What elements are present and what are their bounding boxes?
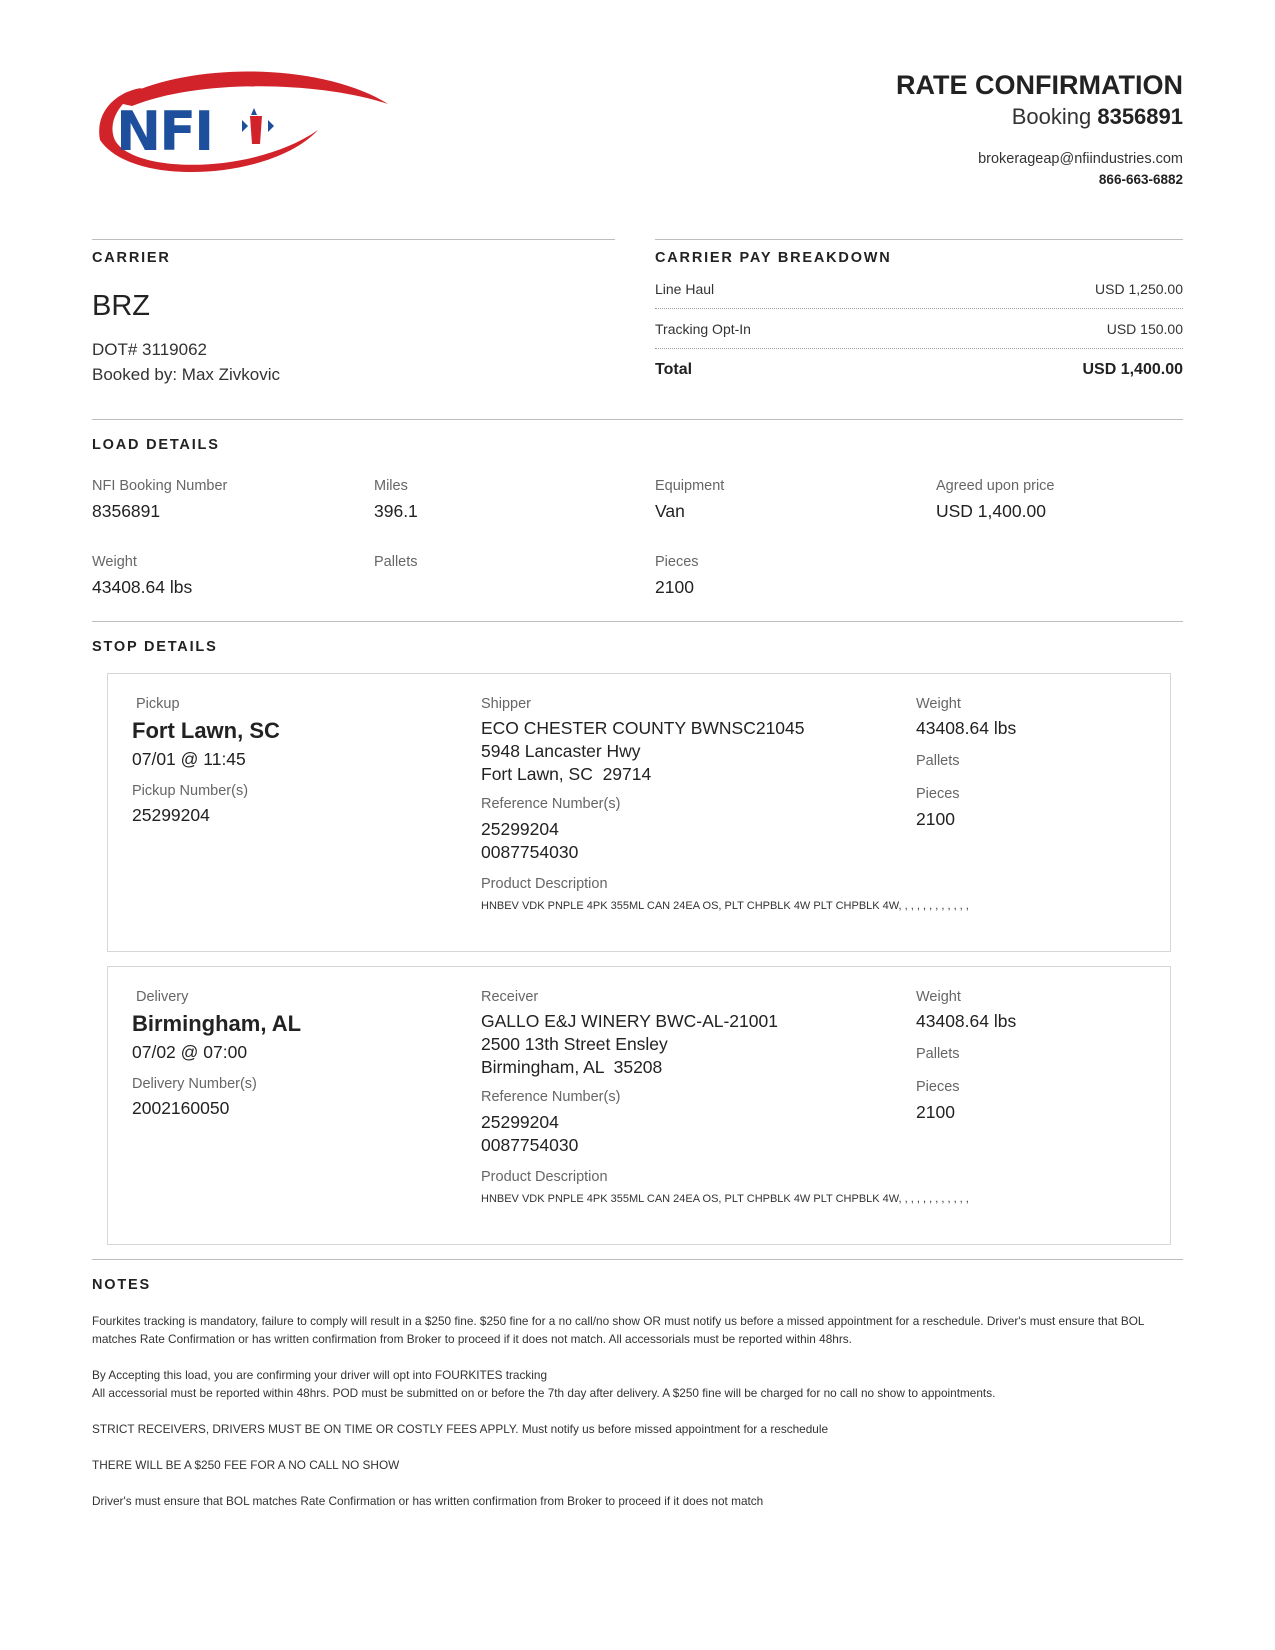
pay-row-amount: USD 1,250.00: [1095, 281, 1183, 297]
stop-weight-label: Weight: [916, 989, 961, 1005]
stop-number: 2002160050: [132, 1098, 230, 1118]
load-price-value: USD 1,400.00: [936, 501, 1046, 521]
stop-ref-label: Reference Number(s): [481, 1089, 621, 1105]
stop-weight: 43408.64 lbs: [916, 718, 1017, 738]
stop-address-line2: Fort Lawn, SC 29714: [481, 764, 652, 784]
stop-party-label: Shipper: [481, 696, 531, 712]
carrier-section-title: CARRIER: [92, 250, 171, 266]
pay-total-label: Total: [655, 361, 693, 378]
stop-city: Birmingham, AL: [132, 1011, 302, 1036]
pay-row-tracking: [655, 321, 1183, 337]
carrier-dot: DOT# 3119062: [92, 340, 207, 359]
broker-phone: 866-663-6882: [1098, 172, 1183, 187]
note-5: Driver's must ensure that BOL matches Rate Confirmation or has written confirmation from Broker to proceed if it does not match: [92, 1494, 764, 1508]
note-3: STRICT RECEIVERS, DRIVERS MUST BE ON TIME OR COSTLY FEES APPLY. Must notify us before missed appointment for a reschedule: [92, 1422, 829, 1436]
note-2b: All accessorial must be reported within 48hrs. POD must be submitted on or before the 7th day after delivery. A $250 fine will be charged for no call no show to appointments.: [92, 1386, 996, 1400]
stop-address-line1: 2500 13th Street Ensley: [481, 1034, 668, 1054]
stop-weight-label: Weight: [916, 696, 961, 712]
load-equipment-value: Van: [655, 501, 685, 521]
load-miles-value: 396.1: [374, 501, 418, 521]
nfi-logo: [92, 68, 392, 183]
stop-pieces: 2100: [916, 1102, 955, 1122]
booking-number: 8356891: [1097, 104, 1183, 129]
load-pieces-label: Pieces: [655, 554, 699, 570]
divider-stops: [92, 621, 1183, 622]
stop-number-label: Delivery Number(s): [132, 1076, 257, 1092]
booking-line: [1012, 104, 1183, 130]
stop-party-label: Receiver: [481, 989, 539, 1005]
notes-section-title: NOTES: [92, 1277, 151, 1293]
stop-product-description: HNBEV VDK PNPLE 4PK 355ML CAN 24EA OS, PLT CHPBLK 4W PLT CHPBLK 4W, , , , , , , , , , , ,: [481, 1193, 969, 1205]
stop-ref-label: Reference Number(s): [481, 796, 621, 812]
stops-section-title: STOP DETAILS: [92, 639, 218, 655]
load-miles-label: Miles: [374, 478, 408, 494]
document-title: RATE CONFIRMATION: [896, 70, 1183, 100]
stop-ref-2: 0087754030: [481, 842, 579, 862]
pay-row-label: Tracking Opt-In: [655, 321, 751, 337]
load-weight-value: 43408.64 lbs: [92, 577, 193, 597]
stop-address-line1: 5948 Lancaster Hwy: [481, 741, 641, 761]
load-weight-label: Weight: [92, 554, 137, 570]
load-pieces-value: 2100: [655, 577, 694, 597]
broker-email[interactable]: brokerageap@nfiindustries.com: [978, 151, 1183, 167]
stop-ref-2: 0087754030: [481, 1135, 579, 1155]
stop-product-label: Product Description: [481, 1169, 608, 1185]
stop-card-pickup: [107, 673, 1171, 952]
stop-number-label: Pickup Number(s): [132, 783, 249, 799]
stop-product-label: Product Description: [481, 876, 608, 892]
stop-datetime: 07/01 @ 11:45: [132, 749, 246, 769]
load-equipment-label: Equipment: [655, 478, 725, 494]
stop-ref-1: 25299204: [481, 1112, 559, 1132]
stop-type-label: Delivery: [136, 989, 189, 1005]
carrier-name: BRZ: [92, 290, 150, 322]
stop-ref-1: 25299204: [481, 819, 559, 839]
stop-pallets-label: Pallets: [916, 753, 960, 769]
stop-datetime: 07/02 @ 07:00: [132, 1042, 248, 1062]
stop-pallets-label: Pallets: [916, 1046, 960, 1062]
carrier-booked-by: Booked by: Max Zivkovic: [92, 365, 281, 384]
load-pallets-label: Pallets: [374, 554, 418, 570]
stop-number: 25299204: [132, 805, 210, 825]
pay-total-amount: USD 1,400.00: [1082, 361, 1183, 378]
load-booking-value: 8356891: [92, 501, 161, 521]
divider-carrier: [92, 239, 615, 240]
booking-label: Booking: [1011, 104, 1092, 129]
pay-row-line-haul: [655, 281, 1183, 297]
stop-product-description: HNBEV VDK PNPLE 4PK 355ML CAN 24EA OS, PLT CHPBLK 4W PLT CHPBLK 4W, , , , , , , , , , , ,: [481, 900, 969, 912]
note-2a: By Accepting this load, you are confirming your driver will opt into FOURKITES tracking: [92, 1368, 548, 1382]
load-booking-label: NFI Booking Number: [92, 478, 228, 494]
stop-pieces-label: Pieces: [916, 786, 960, 802]
stop-city: Fort Lawn, SC: [132, 718, 280, 743]
stop-party-name: ECO CHESTER COUNTY BWNSC21045: [481, 718, 805, 738]
stop-weight: 43408.64 lbs: [916, 1011, 1017, 1031]
stop-type-label: Pickup: [136, 696, 180, 712]
svg-text:NFI: NFI: [116, 100, 213, 163]
load-section-title: LOAD DETAILS: [92, 437, 220, 453]
stop-party-name: GALLO E&J WINERY BWC-AL-21001: [481, 1011, 778, 1031]
note-1: Fourkites tracking is mandatory, failure to comply will result in a $250 fine. $250 fine for a no call/no show OR must notify us before a missed appointment for a reschedule. Driver's must ensure that BOL matches Rate Confirmation or has written confirmation from Broker to proceed if it does not match. All accessorials must be reported within 48hrs.: [92, 1314, 1145, 1346]
divider-load: [92, 419, 1183, 420]
pay-row-separator: [655, 348, 1183, 349]
divider-pay: [655, 239, 1183, 240]
load-price-label: Agreed upon price: [936, 478, 1055, 494]
pay-section-title: CARRIER PAY BREAKDOWN: [655, 250, 892, 266]
stop-pieces-label: Pieces: [916, 1079, 960, 1095]
stop-address-line2: Birmingham, AL 35208: [481, 1057, 663, 1077]
nfi-logo-graphic: [92, 68, 392, 183]
pay-row-amount: USD 150.00: [1106, 321, 1183, 337]
stop-card-delivery: [107, 966, 1171, 1245]
pay-row-separator: [655, 308, 1183, 309]
note-4: THERE WILL BE A $250 FEE FOR A NO CALL NO SHOW: [92, 1458, 400, 1472]
pay-row-label: Line Haul: [655, 281, 715, 297]
pay-total-row: [655, 361, 1183, 379]
stop-pieces: 2100: [916, 809, 955, 829]
divider-notes: [92, 1259, 1183, 1260]
